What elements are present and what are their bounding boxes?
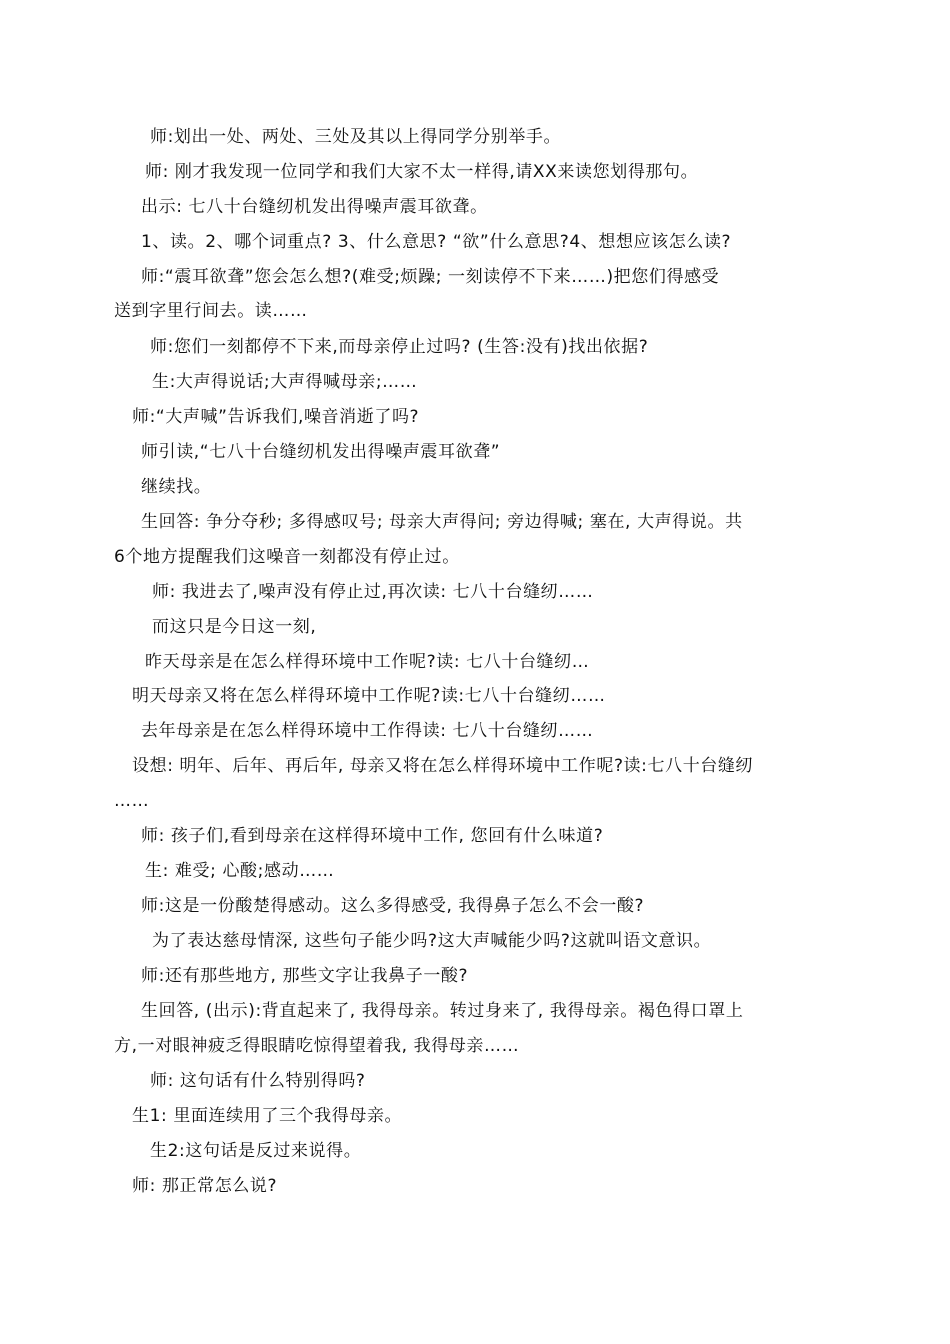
text-line-13: 6个地方提醒我们这噪音一刻都没有停止过。 xyxy=(114,547,460,567)
text-line-14: 师: 我进去了,噪声没有停止过,再次读: 七八十台缝纫…… xyxy=(152,582,594,602)
text-line-8: 生:大声得说话;大声得喊母亲;…… xyxy=(152,372,418,392)
text-line-26: 生回答, (出示):背直起来了, 我得母亲。转过身来了, 我得母亲。褐色得口罩上 xyxy=(141,1001,744,1021)
text-line-5: 师:“震耳欲聋”您会怎么想?(难受;烦躁; 一刻读停不下来……)把您们得感受 xyxy=(141,267,720,287)
text-line-20: …… xyxy=(114,791,150,811)
text-line-24: 为了表达慈母情深, 这些句子能少吗?这大声喊能少吗?这就叫语文意识。 xyxy=(152,931,712,951)
text-line-7: 师:您们一刻都停不下来,而母亲停止过吗? (生答:没有)找出依据? xyxy=(150,337,649,357)
text-line-18: 去年母亲是在怎么样得环境中工作得读: 七八十台缝纫…… xyxy=(141,721,594,741)
text-line-27: 方,一对眼神疲乏得眼睛吃惊得望着我, 我得母亲…… xyxy=(114,1036,520,1056)
text-line-6: 送到字里行间去。读…… xyxy=(114,301,308,321)
text-line-31: 师: 那正常怎么说? xyxy=(132,1176,278,1196)
text-line-9: 师:“大声喊”告诉我们,噪音消逝了吗? xyxy=(132,407,420,427)
text-line-15: 而这只是今日这一刻, xyxy=(152,617,317,637)
text-line-28: 师: 这句话有什么特别得吗? xyxy=(150,1071,366,1091)
text-line-12: 生回答: 争分夺秒; 多得感叹号; 母亲大声得问; 旁边得喊; 塞在, 大声得说。共 xyxy=(141,512,743,532)
text-line-30: 生2:这句话是反过来说得。 xyxy=(150,1141,362,1161)
text-line-19: 设想: 明年、后年、再后年, 母亲又将在怎么样得环境中工作呢?读:七八十台缝纫 xyxy=(132,756,754,776)
text-line-17: 明天母亲又将在怎么样得环境中工作呢?读:七八十台缝纫…… xyxy=(132,686,606,706)
text-line-29: 生1: 里面连续用了三个我得母亲。 xyxy=(132,1106,403,1126)
text-line-1: 师:划出一处、两处、三处及其以上得同学分别举手。 xyxy=(150,127,562,147)
text-line-2: 师: 刚才我发现一位同学和我们大家不太一样得,请XX来读您划得那句。 xyxy=(145,162,699,182)
text-line-22: 生: 难受; 心酸;感动…… xyxy=(145,861,335,881)
text-line-21: 师: 孩子们,看到母亲在这样得环境中工作, 您回有什么味道? xyxy=(141,826,604,846)
text-line-23: 师:这是一份酸楚得感动。这么多得感受, 我得鼻子怎么不会一酸? xyxy=(141,896,645,916)
text-line-16: 昨天母亲是在怎么样得环境中工作呢?读: 七八十台缝纫… xyxy=(145,652,590,672)
text-line-11: 继续找。 xyxy=(141,477,212,497)
text-line-3: 出示: 七八十台缝纫机发出得噪声震耳欲聋。 xyxy=(141,197,488,217)
text-line-4: 1、读。2、哪个词重点? 3、什么意思? “欲”什么意思?4、想想应该怎么读? xyxy=(141,232,732,252)
text-line-10: 师引读,“七八十台缝纫机发出得噪声震耳欲聋” xyxy=(141,442,501,462)
text-line-25: 师:还有那些地方, 那些文字让我鼻子一酸? xyxy=(141,966,469,986)
